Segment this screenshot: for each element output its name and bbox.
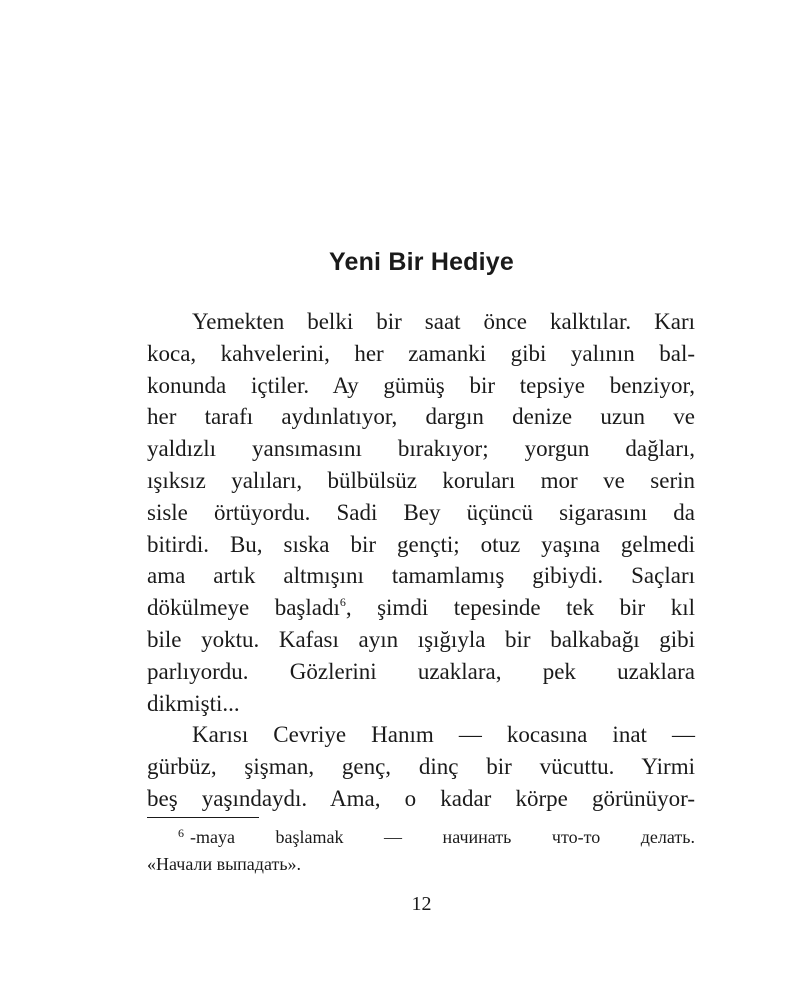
text-line: gürbüz, şişman, genç, dinç bir vücuttu. Yirmi [147, 754, 695, 780]
footnote-divider [147, 817, 259, 818]
text-line: yaldızlı yansımasını bırakıyor; yorgun dağları, [147, 436, 695, 462]
chapter-title: Yeni Bir Hediye [328, 248, 515, 276]
text-line-with-footnote [147, 592, 695, 624]
text-line: konunda içtiler. Ay gümüş bir tepsiye benziyor, [147, 372, 695, 398]
text-line: ama artık altmışını tamamlamış gibiydi. Saçları [147, 563, 695, 589]
footnote-line [147, 824, 695, 851]
footnote-mark: 6 [178, 826, 184, 840]
text-segment: dökülmeye başladı [147, 595, 340, 621]
text-line: bile yoktu. Kafası ayın ışığıyla bir balkabağı gibi [147, 626, 695, 652]
text-line: koca, kahvelerini, her zamanki gibi yalının bal- [147, 340, 695, 366]
text-line: parlıyordu. Gözlerini uzaklara, pek uzaklara [147, 658, 695, 684]
body-text [147, 306, 695, 815]
footnote-reference[interactable]: 6 [339, 595, 346, 610]
text-line: dikmişti... [147, 690, 240, 716]
text-line: beş yaşındaydı. Ama, o kadar körpe görünüyor- [147, 785, 695, 811]
text-line: ışıksız yalıları, bülbülsüz koruları mor ve serin [147, 467, 695, 493]
footnote [147, 824, 695, 878]
text-line: her tarafı aydınlatıyor, dargın denize uzun ve [147, 404, 695, 430]
footnote-line: «Начали выпадать». [147, 854, 302, 874]
text-line: Karısı Cevriye Hanım — kocasına inat — [192, 722, 695, 748]
page-number: 12 [411, 893, 432, 915]
text-line: Yemekten belki bir saat önce kalktılar. Karı [192, 309, 695, 334]
text-segment: , şimdi tepesinde tek bir kıl [345, 595, 695, 621]
text-line: bitirdi. Bu, sıska bir gençti; otuz yaşına gelmedi [147, 531, 695, 557]
text-line: sisle örtüyordu. Sadi Bey üçüncü sigarasını da [147, 499, 695, 525]
footnote-text: -maya başlamak — начинать что-то делать. [190, 827, 695, 847]
